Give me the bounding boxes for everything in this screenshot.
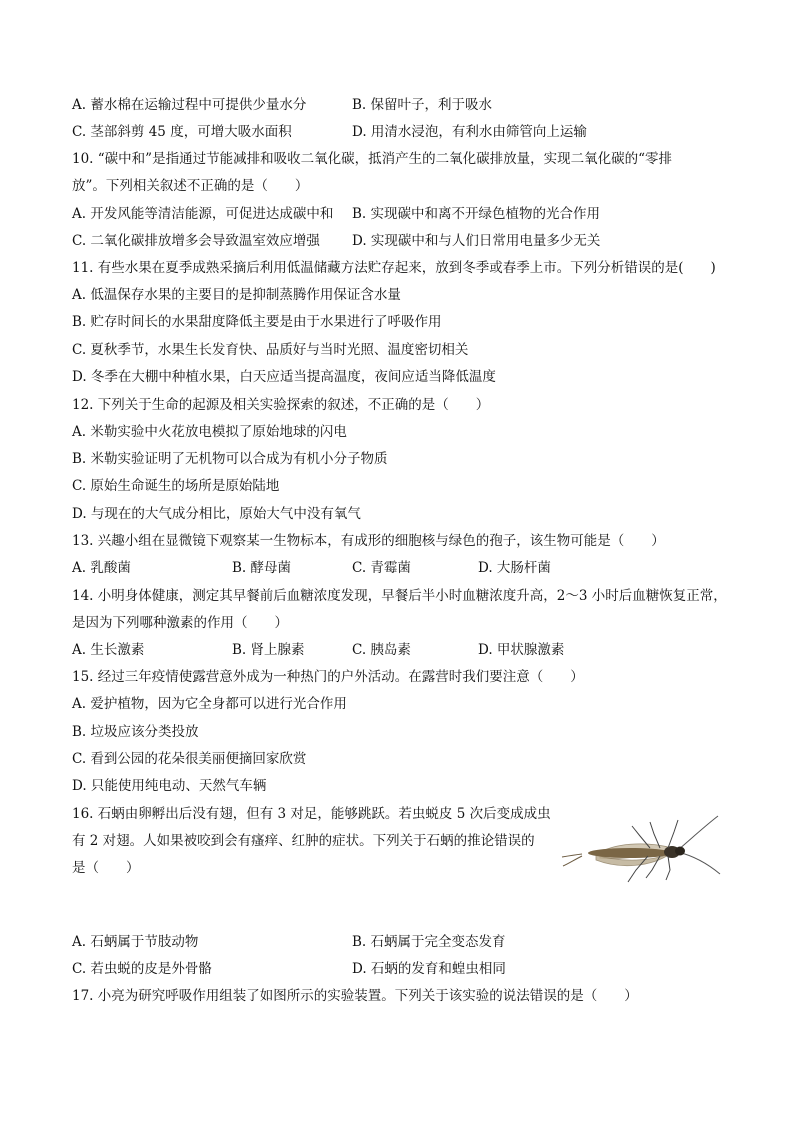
q13-option-c: C. 青霉菌	[352, 560, 411, 576]
q15-stem: 15. 经过三年疫情使露营意外成为一种热门的户外活动。在露营时我们要注意（ ）	[72, 669, 584, 685]
q15-option-d: D. 只能使用纯电动、天然气车辆	[72, 778, 267, 794]
q10-stem-line2: 放”。下列相关叙述不正确的是（ ）	[72, 178, 309, 194]
q9-option-a: A. 蓄水棉在运输过程中可提供少量水分	[72, 97, 307, 113]
q11-option-a: A. 低温保存水果的主要目的是抑制蒸腾作用保证含水量	[72, 287, 401, 303]
q9-option-b: B. 保留叶子，利于吸水	[352, 97, 493, 113]
q15-option-c: C. 看到公园的花朵很美丽便摘回家欣赏	[72, 751, 307, 767]
q12-option-b: B. 米勒实验证明了无机物可以合成为有机小分子物质	[72, 451, 388, 467]
q14-option-a: A. 生长激素	[72, 642, 145, 658]
q10-option-d: D. 实现碳中和与人们日常用电量多少无关	[352, 233, 601, 249]
q12-option-c: C. 原始生命诞生的场所是原始陆地	[72, 478, 280, 494]
q10-option-c: C. 二氧化碳排放增多会导致温室效应增强	[72, 233, 320, 249]
q14-option-b: B. 肾上腺素	[232, 642, 305, 658]
q16-stem-line2: 有 2 对翅。人如果被咬到会有瘙痒、红肿的症状。下列关于石蛃的推论错误的	[72, 833, 535, 849]
q12-option-d: D. 与现在的大气成分相比，原始大气中没有氧气	[72, 506, 361, 522]
q15-option-a: A. 爱护植物，因为它全身都可以进行光合作用	[72, 696, 347, 712]
q16-option-c: C. 若虫蜕的皮是外骨骼	[72, 961, 212, 977]
q16-option-d: D. 石蛃的发育和蝗虫相同	[352, 961, 506, 977]
q14-option-c: C. 胰岛素	[352, 642, 411, 658]
q9-option-d: D. 用清水浸泡，有利水由筛管向上运输	[352, 124, 587, 140]
q10-stem-line1: 10. “碳中和”是指通过节能减排和吸收二氧化碳，抵消产生的二氧化碳排放量，实现二氧化碳的“零排	[72, 151, 672, 167]
bristletail-insect-image	[560, 808, 722, 890]
q11-option-c: C. 夏秋季节，水果生长发育快、品质好与当时光照、温度密切相关	[72, 342, 469, 358]
q14-option-d: D. 甲状腺激素	[478, 642, 565, 658]
q11-stem: 11. 有些水果在夏季成熟采摘后利用低温储藏方法贮存起来，放到冬季或春季上市。下列分析错误的是( )	[72, 260, 716, 276]
q10-option-b: B. 实现碳中和离不开绿色植物的光合作用	[352, 206, 601, 222]
q16-option-b: B. 石蛃属于完全变态发育	[352, 934, 506, 950]
q13-option-b: B. 酵母菌	[232, 560, 292, 576]
q9-option-c: C. 茎部斜剪 45 度，可增大吸水面积	[72, 124, 292, 140]
q16-stem-line3: 是（ ）	[72, 860, 140, 876]
q12-stem: 12. 下列关于生命的起源及相关实验探索的叙述，不正确的是（ ）	[72, 397, 490, 413]
q16-option-a: A. 石蛃属于节肢动物	[72, 934, 199, 950]
q12-option-a: A. 米勒实验中火花放电模拟了原始地球的闪电	[72, 424, 347, 440]
q13-option-a: A. 乳酸菌	[72, 560, 131, 576]
q11-option-b: B. 贮存时间长的水果甜度降低主要是由于水果进行了呼吸作用	[72, 314, 442, 330]
q10-option-a: A. 开发风能等清洁能源，可促进达成碳中和	[72, 206, 334, 222]
q14-stem-line2: 是因为下列哪种激素的作用（ ）	[72, 615, 288, 631]
q17-stem: 17. 小亮为研究呼吸作用组装了如图所示的实验装置。下列关于该实验的说法错误的是（ ）	[72, 988, 638, 1004]
q13-stem: 13. 兴趣小组在显微镜下观察某一生物标本，有成形的细胞核与绿色的孢子，该生物可能是（ ）	[72, 533, 665, 549]
q16-stem-line1: 16. 石蛃由卵孵出后没有翅，但有 3 对足，能够跳跃。若虫蜕皮 5 次后变成成虫	[72, 806, 551, 822]
q11-option-d: D. 冬季在大棚中种植水果，白天应适当提高温度，夜间应适当降低温度	[72, 369, 496, 385]
q14-stem-line1: 14. 小明身体健康，测定其早餐前后血糖浓度发现，早餐后半小时血糖浓度升高，2～3 小时后血糖恢复正常，	[72, 588, 727, 604]
q15-option-b: B. 垃圾应该分类投放	[72, 724, 199, 740]
q13-option-d: D. 大肠杆菌	[478, 560, 551, 576]
